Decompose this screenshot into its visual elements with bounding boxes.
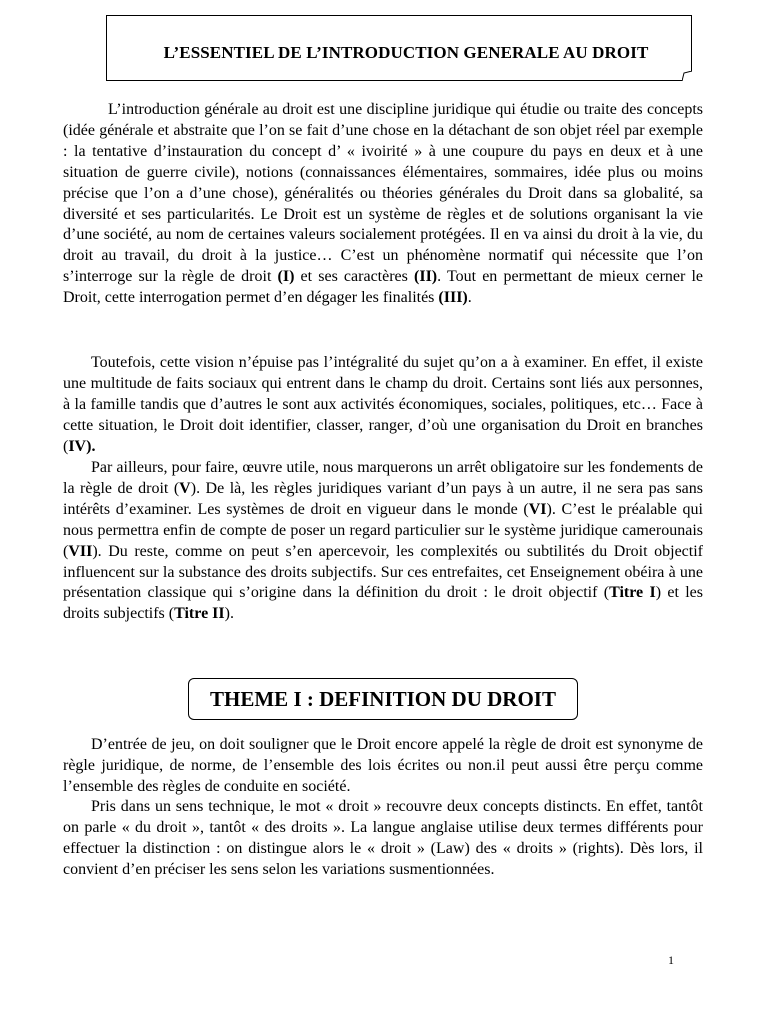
text-span: . Tout en permettant de mieux cerner le Droit, cette interrogation permet d’en dégager les finalités [63,268,704,307]
bold-ref: Titre II [174,605,225,623]
bold-ref: Titre I [609,584,656,602]
bold-ref: VI [528,500,547,518]
text-span: et ses caractères [294,268,415,286]
theme-heading: THEME I : DEFINITION DU DROIT [188,678,578,720]
folded-corner-icon [682,71,692,81]
bold-ref: (II) [414,268,438,286]
theme-paragraph-2: Pris dans un sens technique, le mot « droit » recouvre deux concepts distincts. En effet, tantôt on parle « du droit », tantôt « des droits ». La langue anglaise utilise deux termes différents pour effectuer la distinction : on distingue alors le « droit » (Law) des « droits » (rights). Dès lors, il convient d’en préciser les sens selon les variations susmentionnées. [63,798,703,878]
bold-ref: (III) [438,289,468,307]
text-span: ) et les droits subjectifs ( [63,584,703,623]
document-title-box [106,15,692,81]
text-span: ). De là, les règles juridiques variant d’un pays à un autre, il ne sera pas sans intérêts d’examiner. Les systèmes de droit en vigueur dans le monde ( [63,479,703,518]
bold-ref: (I) [277,268,295,286]
bold-ref: V [179,479,191,497]
intro-paragraph-2 [63,353,703,458]
text-span: ). C’est le préalable qui nous permettra enfin de compte de poser un regard particulier sur le système juridique camerounais ( [63,500,704,560]
text-span: . [467,289,472,307]
intro-paragraph-3 [63,458,703,625]
text-span: ). Du reste, comme on peut s’en apercevoir, les complexités ou subtilités du Droit objectif influencent sur la substance des droits subjectifs. Sur ces entrefaites, cet Enseignement obéira à une présentation classique qui s’origine dans la définition du droit : le droit objectif ( [63,542,703,602]
text-span: Par ailleurs, pour faire, œuvre utile, nous marquerons un arrêt obligatoire sur les fondements de la règle de droit ( [63,459,703,497]
bold-ref: IV). [68,437,96,455]
text-span: L’introduction générale au droit est une discipline juridique qui étudie ou traite des concepts (idée générale et abstraite que l’on se fait d’une chose en la détachant de son objet réel par exemple : la tentative d’instauration du concept d’ « ivoirité » à une coupure du pays en deux et à une situation de guerre civile), notions (connaissances élémentaires, sommaires, idée plus ou moins précise que l’on a d’une chose), généralités ou théories générales du Droit dans sa globalité, sa diversité et ses particularités. Le Droit est un système de règles et de solutions organisant la vie d’une société, au nom de certaines valeurs socialement protégées. Il en va ainsi du droit à la vie, du droit au travail, du droit à la justice… C’est un phénomène normatif qui nécessite que l’on s’interroge sur la règle de droit [63,101,703,286]
text-span: ). [224,605,234,623]
theme-paragraph-1: D’entrée de jeu, on doit souligner que le Droit encore appelé la règle de droit est synonyme de règle juridique, de norme, de l’ensemble des lois écrites ou non.il peut aussi être perçu comme l’ensemble des règles de conduite en société. [63,736,703,795]
bold-ref: VII [68,542,93,560]
document-title: L’ESSENTIEL DE L’INTRODUCTION GENERALE AU DROIT [163,43,649,62]
intro-paragraph-1 [63,100,703,309]
text-span: Toutefois, cette vision n’épuise pas l’intégralité du sujet qu’on a à examiner. En effet, il existe une multitude de faits sociaux qui entrent dans le champ du droit. Certains sont liés aux personnes, à la famille tandis que d’autres le sont aux activités économiques, sociales, politiques, etc… Face à cette situation, le Droit doit identifier, classer, ranger, d’où une organisation du Droit en branches ( [63,354,703,455]
page-number: 1 [668,953,674,967]
